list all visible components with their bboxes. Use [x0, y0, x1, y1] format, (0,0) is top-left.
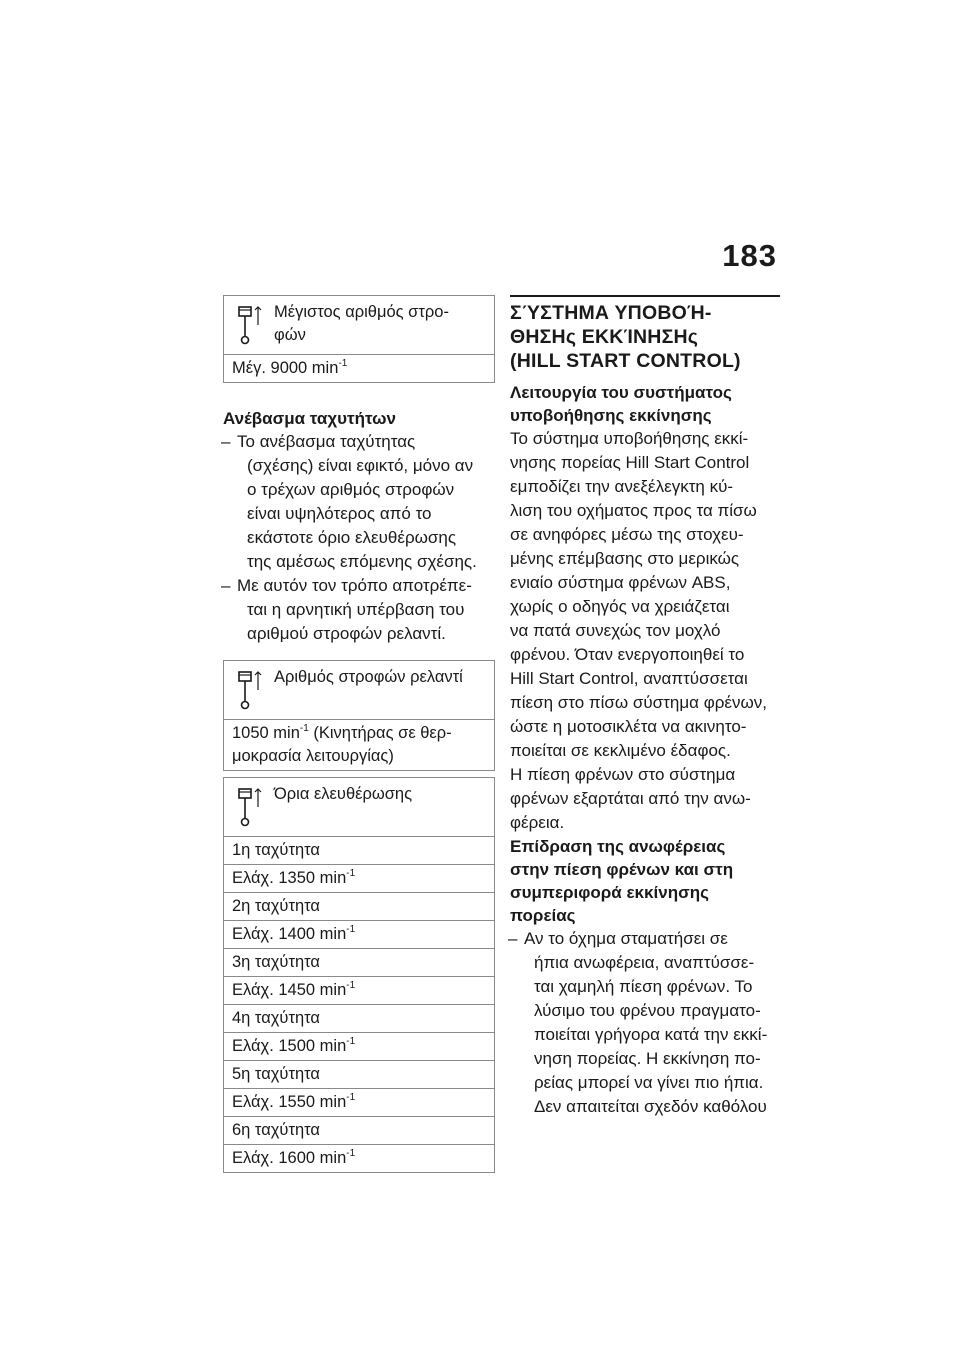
table-row-gear: 2η ταχύτητα: [224, 893, 494, 921]
bullet-item: – Αν το όχημα σταματήσει σε ήπια ανωφέρεια, αναπτύσσε- ται χαμηλή πίεση φρένων. Το λύσιμο του φρένου πραγματο- ποιείται γρήγορα κατά την εκκί- νηση πορείας. Η εκκίνηση πο- ρείας μπορεί να γίνει πιο ήπια. Δεν απαιτείται σχεδόν καθόλου: [508, 929, 768, 1116]
spec-table-header: [224, 661, 494, 720]
table-row-limit: Ελάχ. 1550 $\min^{-1}$: [224, 1089, 494, 1117]
left-column: [223, 295, 493, 1173]
section-heading-upshift: Ανέβασμα ταχυτήτων: [223, 409, 396, 428]
spec-value: 1050 $\min^{-1} (K\iota\nu\eta\tau ή\rho\alpha\varsigma$ σε θερ- μοκρασία λειτουργίας): [232, 723, 452, 765]
function-paragraph: Το σύστημα υποβοήθησης εκκί- νησης πορείας Hill Start Control εμποδίζει την ανεξέλεγκτη κύ- λιση του οχήματος προς τα πίσω σε ανηφόρες μέσω της στοχευ- μένης επέμβασης στο μερικώς ενιαίο σύστημα φρένων ABS, χωρίς ο οδηγός να χρειάζεται να πατά συνεχώς τον μοχλό φρένου. Όταν ενεργοποιηθεί το Hill Start Control, αναπτύσσεται πίεση στο πίσω σύστημα φρένων, ώστε η μοτοσικλέτα να ακινητο- ποιείται σε κεκλιμένο έδαφος. Η πίεση φρένων στο σύστημα φρένων εξαρτάται από την ανω- φέρεια.: [510, 429, 767, 832]
spec-table-title: Μέγιστος αριθμός στρο- φών: [274, 303, 449, 344]
spec-table-title: Αριθμός στροφών ρελαντί: [274, 668, 463, 686]
engine-piston-icon: [238, 787, 264, 827]
section-heading-function: Λειτουργία του συστήματος υποβοήθησης εκκίνησης: [510, 383, 732, 425]
spec-table-release-limits: [223, 777, 495, 1173]
table-row-gear: 3η ταχύτητα: [224, 949, 494, 977]
table-row-limit: Ελάχ. 1450 $\min^{-1}$: [224, 977, 494, 1005]
table-row-gear: 5η ταχύτητα: [224, 1061, 494, 1089]
table-row-limit: Ελάχ. 1350 $\min^{-1}$: [224, 865, 494, 893]
table-row-gear: 4η ταχύτητα: [224, 1005, 494, 1033]
table-row-limit: Ελάχ. 1500 $\min^{-1}$: [224, 1033, 494, 1061]
table-row-limit: Ελάχ. 1400 $\min^{-1}$: [224, 921, 494, 949]
bullet-item: – Το ανέβασμα ταχύτητας (σχέσης) είναι εφικτό, μόνο αν ο τρέχων αριθμός στροφών είναι υψηλότερος από το εκάστοτε όριο ελευθέρωσης της αμέσως επόμενης σχέσης.: [221, 432, 477, 571]
spec-value: Μέγ. 9000 $\min^{-1}$: [232, 358, 348, 377]
bullet-item: – Με αυτόν τον τρόπο αποτρέπε- ται η αρνητική υπέρβαση του αριθμού στροφών ρελαντί.: [221, 576, 472, 643]
right-column: [510, 295, 780, 1119]
spec-table-max-speed: [223, 295, 495, 383]
chapter-title: ΣΎΣΤΗΜΑ ΥΠΟΒΟΉ- ΘΗΣΗς ΕΚΚΊΝΗΣΗς (HILL START CONTROL): [510, 302, 741, 372]
spec-table-header: [224, 778, 494, 837]
engine-piston-icon: [238, 670, 264, 710]
table-row-gear: 1η ταχύτητα: [224, 837, 494, 865]
chapter-rule: [510, 295, 780, 297]
spec-table-header: [224, 296, 494, 355]
page-number: 183: [722, 238, 777, 273]
table-row-limit: Ελάχ. 1600 $\min^{-1}$: [232, 1148, 356, 1167]
engine-piston-icon: [238, 305, 264, 345]
spec-table-title: Όρια ελευθέρωσης: [274, 785, 413, 803]
spec-table-idle-speed: [223, 660, 495, 771]
section-heading-effect: Επίδραση της ανωφέρειας στην πίεση φρένων και στη συμπεριφορά εκκίνησης πορείας: [510, 837, 734, 925]
table-row-gear: 6η ταχύτητα: [224, 1117, 494, 1145]
